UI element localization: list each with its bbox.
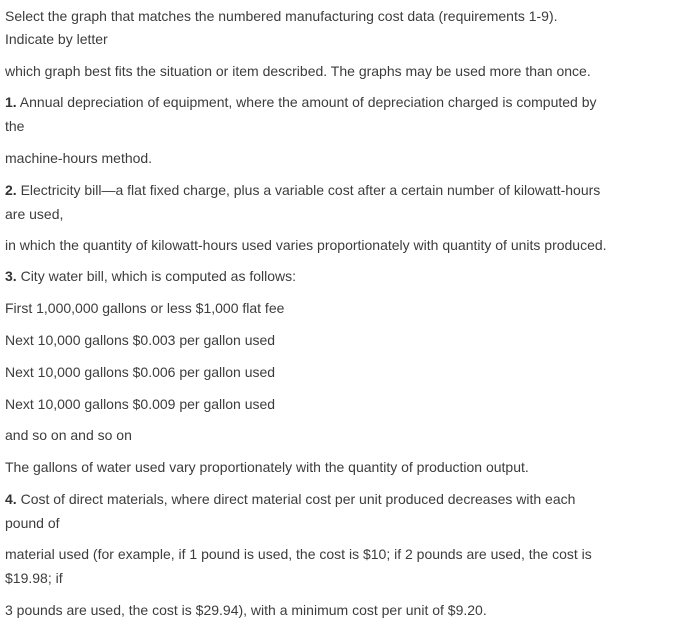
item-3-tier-3: Next 10,000 gallons $0.006 per gallon used [5, 364, 276, 380]
item-3-continuation: The gallons of water used vary proportionately with the quantity of production output. [5, 459, 529, 475]
item-4-line-2: pound of [5, 515, 60, 531]
item-4-continuation-2: $19.98; if [5, 570, 63, 586]
item-2-number: 2. [5, 182, 17, 198]
item-1-number: 1. [5, 94, 17, 110]
item-4-line-1 [5, 489, 575, 509]
item-3-text: City water bill, which is computed as follows: [16, 268, 297, 284]
item-4-number: 4. [5, 491, 17, 507]
item-2-line-1 [5, 180, 600, 200]
item-3-tier-2: Next 10,000 gallons $0.003 per gallon used [5, 332, 276, 348]
item-1-text: Annual depreciation of equipment, where the amount of depreciation charged is computed by [16, 94, 597, 110]
item-4-continuation-1: material used (for example, if 1 pound is used, the cost is $10; if 2 pounds are used, the cost is [5, 546, 592, 562]
item-3-line-1 [5, 266, 296, 286]
intro-paragraph-2: which graph best fits the situation or item described. The graphs may be used more than once. [5, 63, 591, 79]
item-3-tier-1: First 1,000,000 gallons or less $1,000 flat fee [5, 300, 285, 316]
item-1-continuation: machine-hours method. [5, 150, 153, 166]
item-1-line-2: the [5, 118, 25, 134]
item-2-continuation: in which the quantity of kilowatt-hours used varies proportionately with quantity of units produced. [5, 237, 607, 253]
item-4-continuation-3: 3 pounds are used, the cost is $29.94), with a minimum cost per unit of $9.20. [5, 602, 487, 618]
item-3-tier-4: Next 10,000 gallons $0.009 per gallon used [5, 396, 276, 412]
item-3-tier-5: and so on and so on [5, 427, 132, 443]
item-4-text: Cost of direct materials, where direct material cost per unit produced decreases with each [16, 491, 576, 507]
item-2-text: Electricity bill—a flat fixed charge, plus a variable cost after a certain number of kilowatt-hours [16, 182, 601, 198]
item-2-line-2: are used, [5, 206, 64, 222]
intro-line-1: Select the graph that matches the numbered manufacturing cost data (requirements 1-9). [5, 8, 558, 24]
intro-line-2: Indicate by letter [5, 31, 108, 47]
item-3-number: 3. [5, 268, 17, 284]
item-1-line-1 [5, 92, 597, 112]
